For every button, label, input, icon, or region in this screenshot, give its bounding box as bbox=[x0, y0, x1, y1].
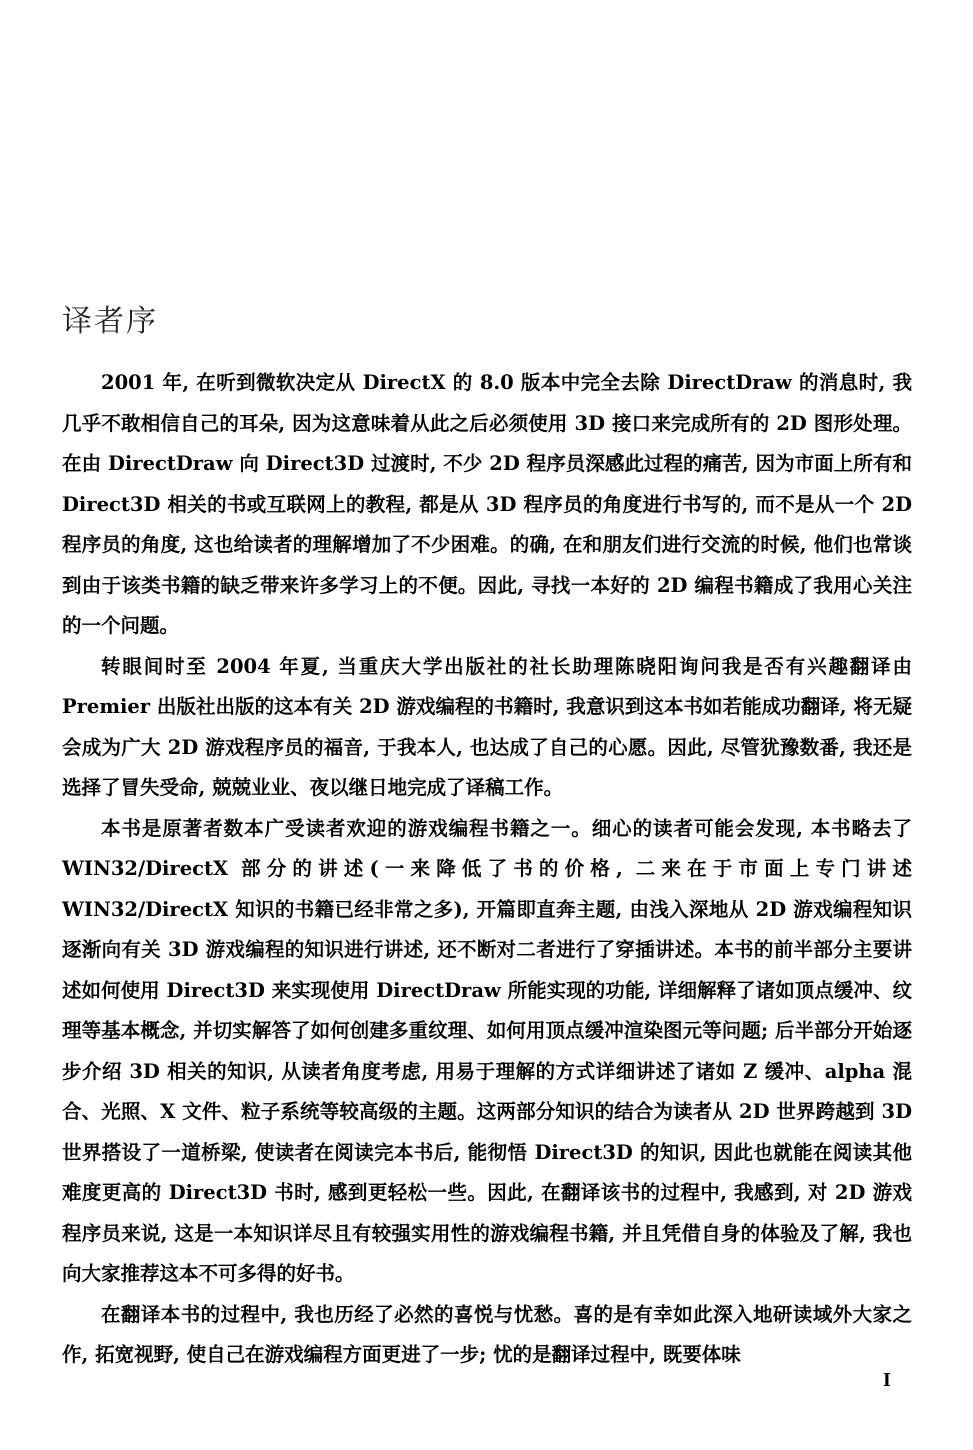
paragraph-1: 2001 年, 在听到微软决定从 DirectX 的 8.0 版本中完全去除 DirectDraw 的消息时, 我几乎不敢相信自己的耳朵, 因为这意味着从此之后必须使用 3D 接口来完成所有的 2D 图形处理。在由 DirectDraw 向 Direct3D 过渡时, 不少 2D 程序员深感此过程的痛苦, 因为市面上所有和 Direct3D 相关的书或互联网上的教程, 都是从 3D 程序员的角度进行书写的, 而不是从一个 2D 程序员的角度, 这也给读者的理解增加了不少困难。的确, 在和朋友们进行交流的时候, 他们也常谈到由于该类书籍的缺乏带来许多学习上的不便。因此, 寻找一本好的 2D 编程书籍成了我用心关注的一个问题。 bbox=[62, 371, 912, 637]
paragraph-3: 本书是原著者数本广受读者欢迎的游戏编程书籍之一。细心的读者可能会发现, 本书略去了 WIN32/DirectX 部分的讲述(一来降低了书的价格, 二来在于市面上专门讲述 WIN32/DirectX 知识的书籍已经非常之多), 开篇即直奔主题, 由浅入深地从 2D 游戏编程知识逐渐向有关 3D 游戏编程的知识进行讲述, 还不断对二者进行了穿插讲述。本书的前半部分主要讲述如何使用 Direct3D 来实现使用 DirectDraw 所能实现的功能, 详细解释了诸如顶点缓冲、纹理等基本概念, 并切实解答了如何创建多重纹理、如何用顶点缓冲渲染图元等问题; 后半部分开始逐步介绍 3D 相关的知识, 从读者角度考虑, 用易于理解的方式详细讲述了诸如 Z 缓冲、alpha 混合、光照、X 文件、粒子系统等较高级的主题。这两部分知识的结合为读者从 2D 世界跨越到 3D 世界搭设了一道桥梁, 使读者在阅读完本书后, 能彻悟 Direct3D 的知识, 因此也就能在阅读其他难度更高的 Direct3D 书时, 感到更轻松一些。因此, 在翻译该书的过程中, 我感到, 对 2D 游戏程序员来说, 这是一本知识详尽且有较强实用性的游戏编程书籍, 并且凭借自身的体验及了解, 我也向大家推荐这本不可多得的好书。 bbox=[62, 816, 912, 1285]
page-title: 译者序 bbox=[62, 304, 158, 339]
paragraph-4: 在翻译本书的过程中, 我也历经了必然的喜悦与忧愁。喜的是有幸如此深入地研读域外大家之作, 拓宽视野, 使自己在游戏编程方面更进了一步; 忧的是翻译过程中, 既要体味 bbox=[62, 1302, 912, 1366]
body-text bbox=[62, 363, 912, 1376]
paragraph-2: 转眼间时至 2004 年夏, 当重庆大学出版社的社长助理陈晓阳询问我是否有兴趣翻译由 Premier 出版社出版的这本有关 2D 游戏编程的书籍时, 我意识到这本书如若能成功翻译, 将无疑会成为广大 2D 游戏程序员的福音, 于我本人, 也达成了自己的心愿。因此, 尽管犹豫数番, 我还是选择了冒失受命, 兢兢业业、夜以继日地完成了译稿工作。 bbox=[62, 654, 912, 799]
page-number: I bbox=[883, 1369, 891, 1391]
